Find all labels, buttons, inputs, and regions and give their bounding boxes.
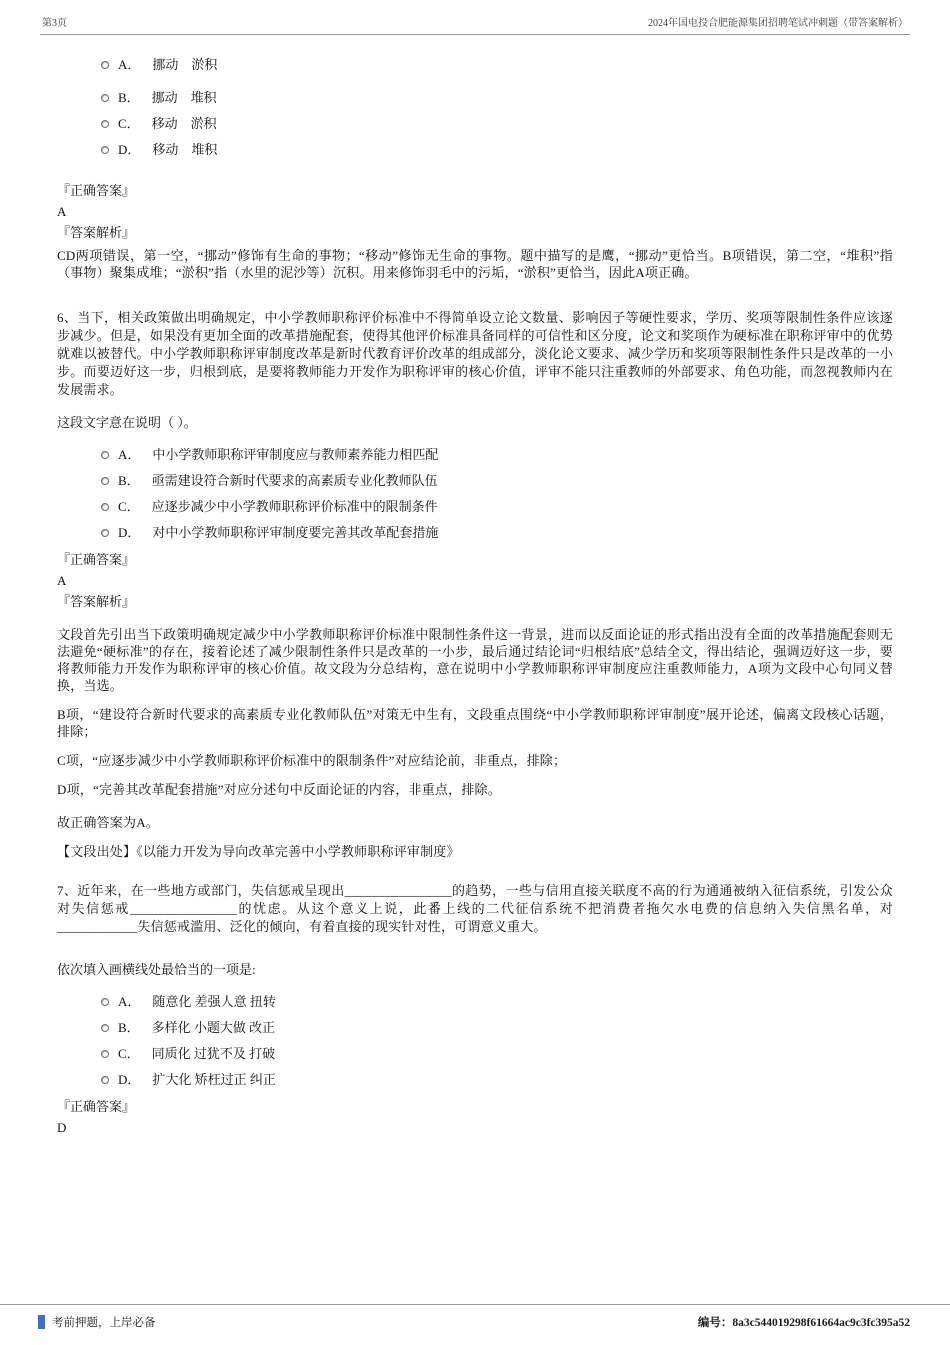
question6-analysis-paragraph: B项，“建设符合新时代要求的高素质专业化教师队伍”对策无中生有，文段重点围绕“中小学教师职称评审制度”展开论述，偏离文段核心话题，排除； — [57, 707, 893, 739]
radio-button-icon[interactable] — [101, 998, 109, 1006]
option-row[interactable] — [101, 1020, 893, 1035]
option-letter: A． — [118, 57, 141, 72]
correct-answer-label: 『正确答案』 — [57, 183, 136, 198]
option-text: 随意化 差强人意 扭转 — [152, 994, 276, 1009]
correct-answer-label: 『正确答案』 — [57, 1099, 136, 1114]
option-row[interactable] — [101, 142, 893, 157]
page-number: 第3页 — [42, 18, 67, 29]
option-text: 多样化 小题大做 改正 — [151, 1020, 276, 1035]
question5-options — [101, 57, 893, 157]
option-letter: A． — [118, 994, 141, 1009]
answer-analysis-label: 『答案解析』 — [57, 225, 136, 240]
option-text: 中小学教师职称评审制度应与教师素养能力相匹配 — [152, 447, 439, 462]
radio-button-icon[interactable] — [101, 1050, 109, 1058]
radio-button-icon[interactable] — [101, 1076, 109, 1084]
correct-answer-value: D — [57, 1120, 67, 1135]
option-row[interactable] — [101, 57, 893, 72]
radio-button-icon[interactable] — [101, 61, 109, 69]
option-letter: C． — [118, 1046, 140, 1061]
option-text: 挪动 淤积 — [152, 57, 218, 72]
radio-button-icon[interactable] — [101, 529, 109, 537]
serial-value: 8a3c544019298f61664ac9c3fc395a52 — [732, 1317, 910, 1329]
question6-prompt: 这段文字意在说明（ ）。 — [57, 415, 197, 430]
option-row[interactable] — [101, 90, 893, 105]
radio-button-icon[interactable] — [101, 94, 109, 102]
option-letter: D． — [118, 525, 141, 540]
option-letter: D． — [118, 142, 141, 157]
option-text: 同质化 过犹不及 打破 — [151, 1046, 276, 1061]
option-row[interactable] — [101, 994, 893, 1009]
option-row[interactable] — [101, 1072, 893, 1087]
correct-answer-value: A — [57, 204, 67, 219]
page-header — [40, 14, 910, 35]
option-text: 对中小学教师职称评审制度要完善其改革配套措施 — [152, 525, 439, 540]
question6-stem: 6、当下，相关政策做出明确规定，中小学教师职称评价标准中不得简单设立论文数量、影响因子等硬性要求，学历、奖项等限制性条件应该逐步减少。但是，如果没有更加全面的改革措施配套，使得其他评价标准具备同样的可信性和区分度，论文和奖项作为硬标准在职称评审中的优势就难以被替代。中小学教师职称评审制度改革是新时代教育评价改革的组成部分，淡化论文要求、减少学历和奖项等限制性条件只是改革的一小步。而要迈好这一步，归根到底，是要将教师能力开发作为职称评审的核心价值，评审不能只注重教师的外部要求、角色功能，而忽视教师内在发展需求。 — [57, 310, 893, 397]
option-letter: A． — [118, 447, 141, 462]
page-content — [40, 57, 910, 1136]
question6-analysis-conclusion: 故正确答案为A。 — [57, 815, 159, 830]
question6-options — [101, 447, 893, 540]
option-letter: B． — [118, 473, 140, 488]
radio-button-icon[interactable] — [101, 1024, 109, 1032]
correct-answer-label: 『正确答案』 — [57, 552, 136, 567]
radio-button-icon[interactable] — [101, 503, 109, 511]
question7-stem: 7、近年来，在一些地方或部门，失信惩戒呈现出________________的趋势，一些与信用直接关联度不高的行为通通被纳入征信系统，引发公众对失信惩戒________________的忧虑。从这个意义上说，此番上线的二代征信系统不把消费者拖欠水电费的信息纳入失信黑名单，对____________失信惩戒滥用、泛化的倾向，有着直接的现实针对性，可谓意义重大。 — [57, 883, 893, 934]
footer-slogan: 考前押题，上岸必备 — [52, 1317, 156, 1329]
radio-button-icon[interactable] — [101, 451, 109, 459]
question7-options — [101, 994, 893, 1087]
option-text: 移动 淤积 — [151, 116, 217, 131]
page-footer — [0, 1304, 950, 1345]
option-letter: B． — [118, 90, 140, 105]
document-title: 2024年国电投合肥能源集团招聘笔试冲刺题（带答案解析） — [648, 18, 908, 29]
question5-analysis: CD两项错误，第一空，“挪动”修饰有生命的事物；“移动”修饰无生命的事物。题中描写的是鹰，“挪动”更恰当。B项错误，第二空，“堆积”指（事物）聚集成堆；“淤积”指（水里的泥沙等）沉积。用来修饰羽毛中的污垢，“淤积”更恰当，因此A项正确。 — [57, 248, 893, 280]
question6-source: 【文段出处】《以能力开发为导向改革完善中小学教师职称评审制度》 — [57, 844, 460, 859]
serial-label: 编号： — [697, 1317, 733, 1329]
option-row[interactable] — [101, 116, 893, 131]
option-text: 挪动 堆积 — [151, 90, 217, 105]
option-text: 亟需建设符合新时代要求的高素质专业化教师队伍 — [151, 473, 438, 488]
correct-answer-value: A — [57, 573, 67, 588]
option-row[interactable] — [101, 1046, 893, 1061]
answer-analysis-label: 『答案解析』 — [57, 594, 136, 609]
option-text: 移动 堆积 — [152, 142, 218, 157]
radio-button-icon[interactable] — [101, 120, 109, 128]
question6-analysis-paragraph: D项，“完善其改革配套措施”对应分述句中反面论证的内容，非重点，排除。 — [57, 782, 501, 797]
option-letter: D． — [118, 1072, 141, 1087]
blue-marker-icon — [38, 1315, 45, 1329]
option-text: 应逐步减少中小学教师职称评价标准中的限制条件 — [151, 499, 438, 514]
option-letter: C． — [118, 116, 140, 131]
option-row[interactable] — [101, 473, 893, 488]
option-text: 扩大化 矫枉过正 纠正 — [152, 1072, 276, 1087]
radio-button-icon[interactable] — [101, 477, 109, 485]
option-letter: C． — [118, 499, 140, 514]
option-row[interactable] — [101, 499, 893, 514]
footer-left — [38, 1314, 156, 1330]
question7-prompt: 依次填入画横线处最恰当的一项是: — [57, 962, 256, 977]
option-row[interactable] — [101, 525, 893, 540]
option-row[interactable] — [101, 447, 893, 462]
footer-serial — [698, 1314, 910, 1330]
option-letter: B． — [118, 1020, 140, 1035]
question6-analysis-paragraph: 文段首先引出当下政策明确规定减少中小学教师职称评价标准中限制性条件这一背景，进而以反面论证的形式指出没有全面的改革措施配套则无法避免“硬标准”的存在，接着论述了减少限制性条件只是改革的一小步，最后通过结论词“归根结底”总结全文，得出结论，强调迈好这一步，要将教师能力开发作为职称评审的核心价值。故文段为分总结构，意在说明中小学教师职称评审制度应注重教师能力，A项为文段中心句同义替换，当选。 — [57, 627, 893, 693]
question6-analysis-paragraph: C项，“应逐步减少中小学教师职称评价标准中的限制条件”对应结论前，非重点，排除； — [57, 753, 567, 768]
radio-button-icon[interactable] — [101, 146, 109, 154]
